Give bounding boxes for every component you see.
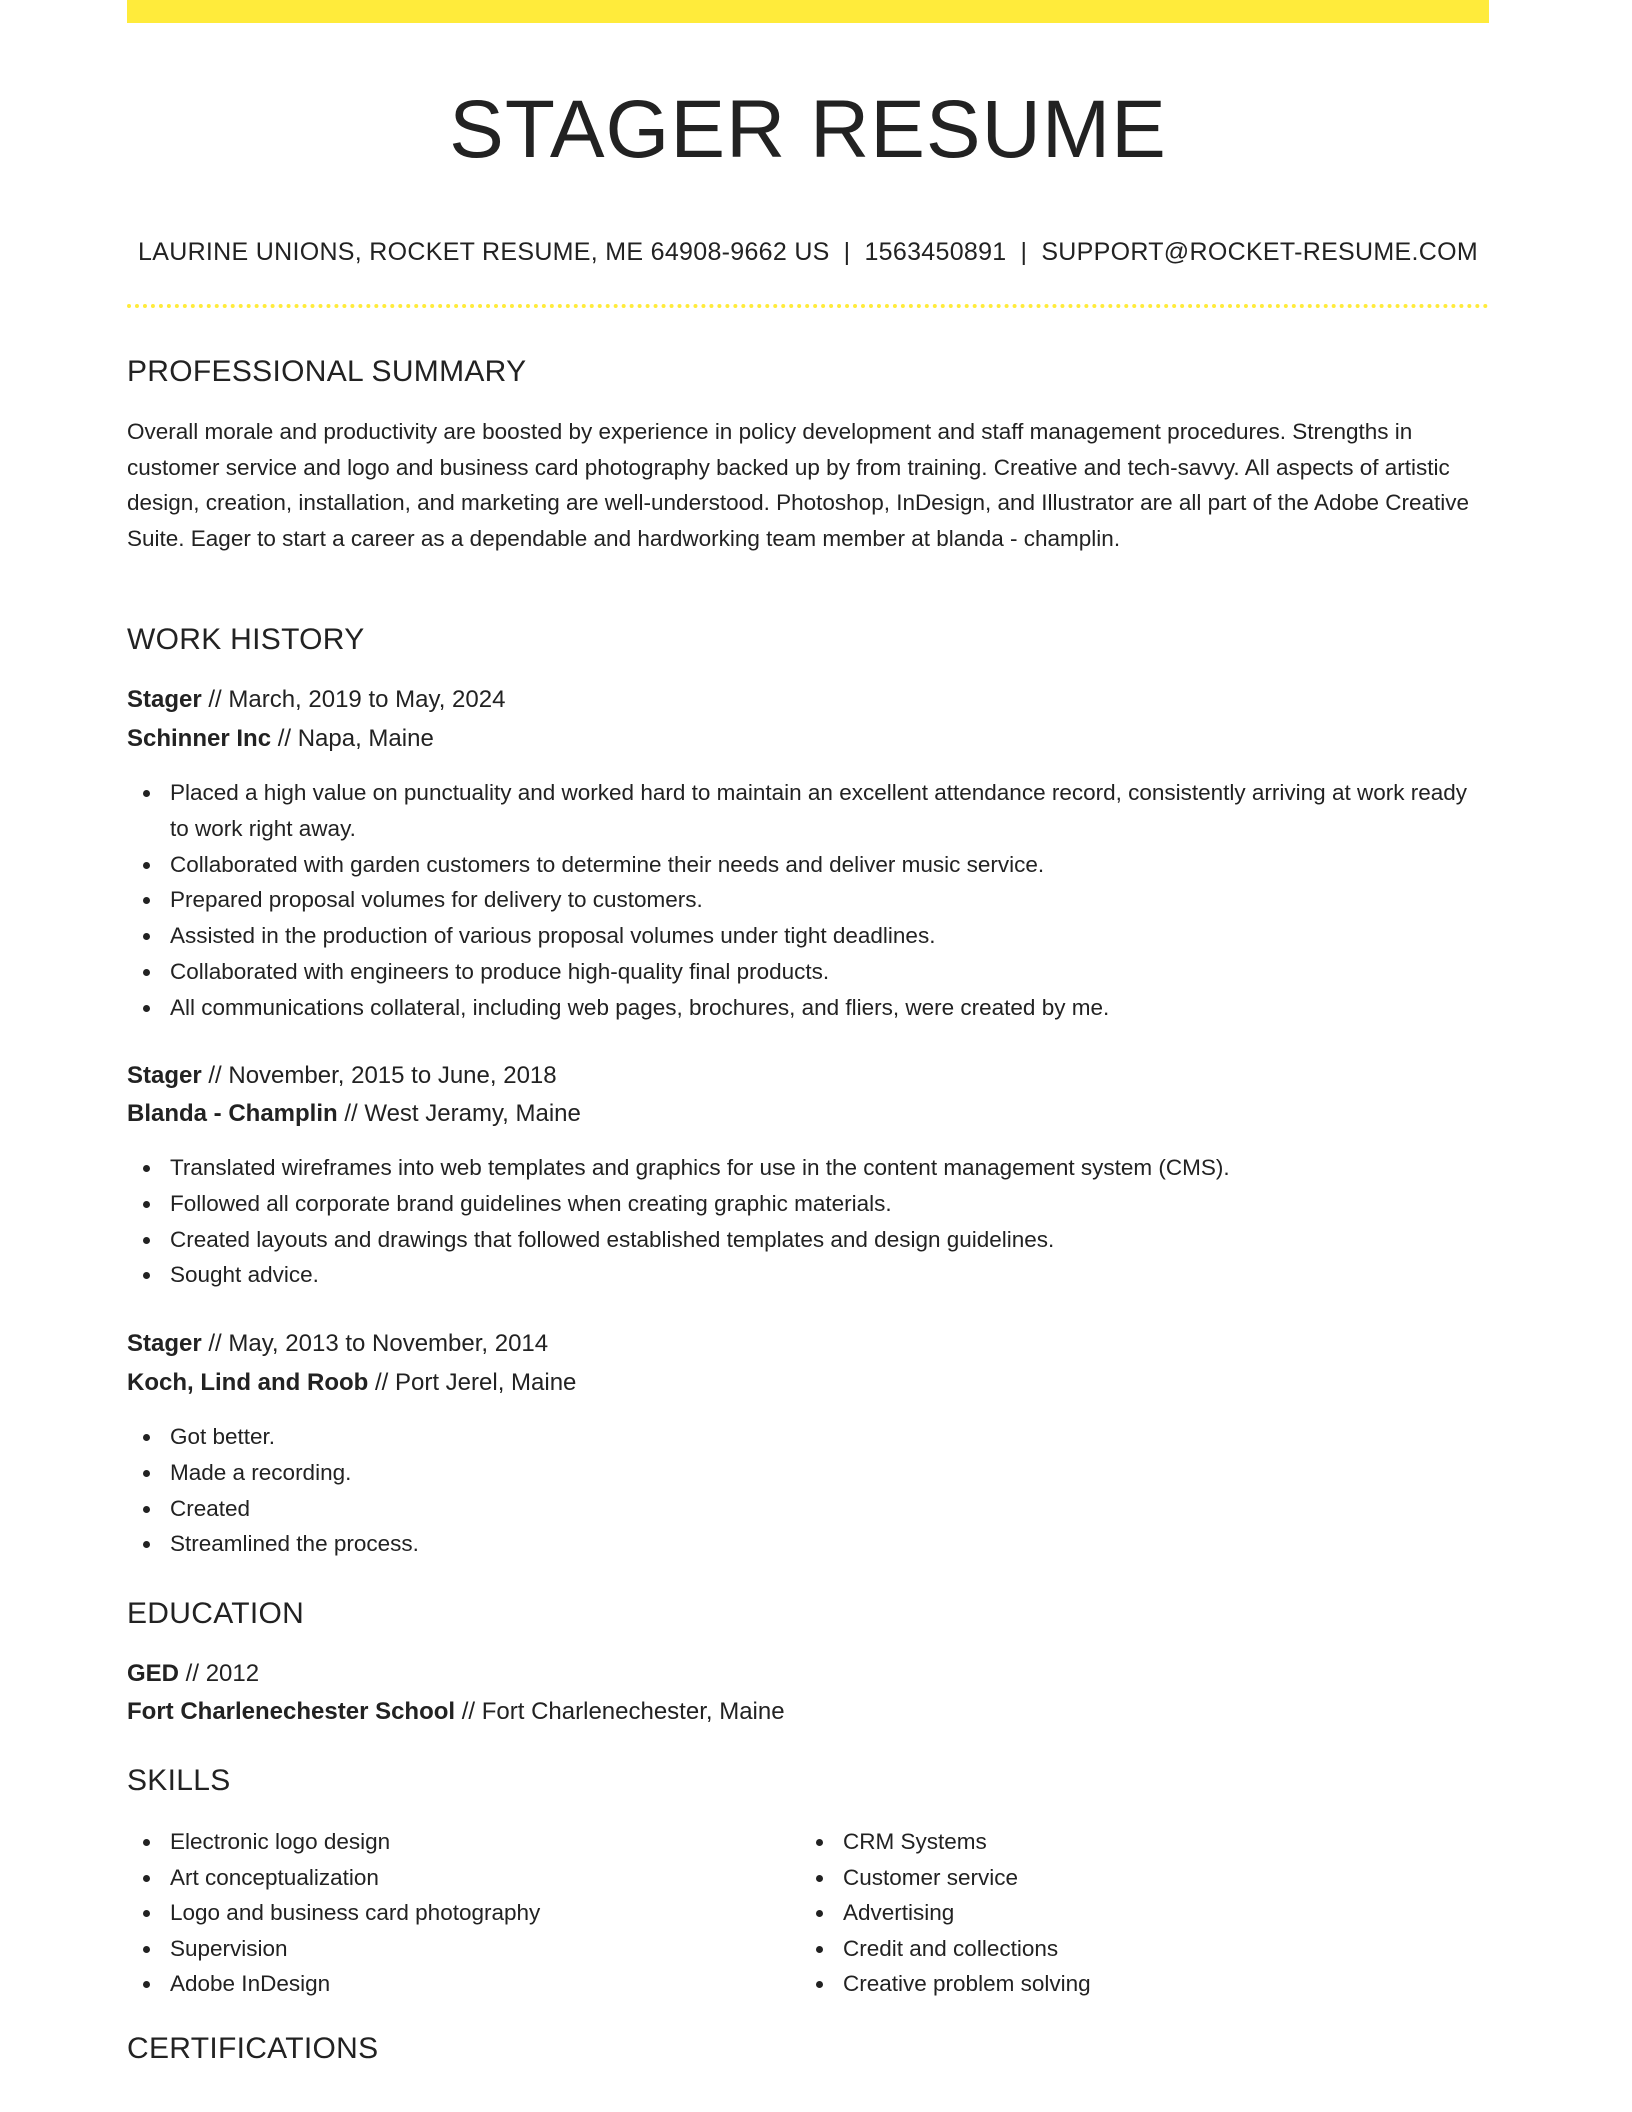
job-dates: // May, 2013 to November, 2014 — [201, 1330, 549, 1357]
education-location: // Fort Charlenechester, Maine — [455, 1698, 785, 1725]
list-item: Got better. — [127, 1419, 1489, 1455]
job-title-line — [127, 682, 505, 718]
job-company-line — [127, 1096, 581, 1132]
list-item: Created layouts and drawings that followed established templates and design guidelines. — [127, 1222, 1489, 1258]
contact-phone: 1563450891 — [864, 238, 1007, 266]
education-degree-line — [127, 1656, 259, 1692]
contact-separator: | — [843, 238, 851, 266]
certifications-heading: CERTIFICATIONS — [127, 2032, 379, 2065]
accent-bar — [127, 0, 1489, 23]
list-item: Followed all corporate brand guidelines when creating graphic materials. — [127, 1186, 1489, 1222]
list-item: Adobe InDesign — [127, 1966, 767, 2002]
header-divider — [127, 304, 1489, 308]
list-item: Art conceptualization — [127, 1860, 767, 1896]
skills-list-left — [127, 1824, 767, 2002]
list-item: Placed a high value on punctuality and worked hard to maintain an excellent attendance record, consistently arriving at work ready to work right away. — [127, 775, 1489, 847]
skills-heading: SKILLS — [127, 1764, 231, 1797]
list-item: Collaborated with garden customers to determine their needs and deliver music service. — [127, 847, 1489, 883]
job-company: Schinner Inc — [127, 725, 272, 752]
summary-text: Overall morale and productivity are boosted by experience in policy development and staff management procedures. Strengths in customer service and logo and business card photography backed up by from training. Creative and tech-savvy. All aspects of artistic design, creation, installation, and marketing are well-understood. Photoshop, InDesign, and Illustrator are all part of the Adobe Creative Suite. Eager to start a career as a dependable and hardworking team member at blanda - champlin. — [127, 419, 1470, 552]
job-title-line — [127, 1326, 548, 1362]
contact-line — [127, 234, 1489, 270]
job-title: Stager — [127, 1330, 202, 1357]
job-location: // West Jeramy, Maine — [337, 1100, 581, 1127]
list-item: Customer service — [800, 1860, 1440, 1896]
list-item: All communications collateral, including web pages, brochures, and fliers, were created by me. — [127, 990, 1489, 1026]
resume-title: STAGER RESUME — [449, 84, 1167, 175]
job-title: Stager — [127, 686, 202, 713]
job-company: Koch, Lind and Roob — [127, 1369, 369, 1396]
resume-page — [127, 0, 1489, 2112]
list-item: Credit and collections — [800, 1931, 1440, 1967]
contact-email: SUPPORT@ROCKET-RESUME.COM — [1041, 238, 1478, 266]
job-company: Blanda - Champlin — [127, 1100, 338, 1127]
job-dates: // November, 2015 to June, 2018 — [201, 1062, 557, 1089]
list-item: Collaborated with engineers to produce high-quality final products. — [127, 954, 1489, 990]
job-location: // Napa, Maine — [271, 725, 434, 752]
contact-address: LAURINE UNIONS, ROCKET RESUME, ME 64908-9662 US — [138, 238, 830, 266]
education-degree: GED — [127, 1660, 180, 1687]
education-school: Fort Charlenechester School — [127, 1698, 456, 1725]
contact-separator: | — [1020, 238, 1028, 266]
list-item: Electronic logo design — [127, 1824, 767, 1860]
list-item: Sought advice. — [127, 1257, 1489, 1293]
list-item: Streamlined the process. — [127, 1526, 1489, 1562]
job-location: // Port Jerel, Maine — [368, 1369, 577, 1396]
job-duties-list — [127, 1150, 1489, 1293]
job-company-line — [127, 1365, 576, 1401]
job-duties-list — [127, 775, 1489, 1026]
list-item: Created — [127, 1491, 1489, 1527]
list-item: Assisted in the production of various proposal volumes under tight deadlines. — [127, 918, 1489, 954]
list-item: Supervision — [127, 1931, 767, 1967]
job-duties-list — [127, 1419, 1489, 1562]
skills-list-right — [800, 1824, 1440, 2002]
list-item: Prepared proposal volumes for delivery to customers. — [127, 882, 1489, 918]
list-item: Advertising — [800, 1895, 1440, 1931]
education-year: // 2012 — [179, 1660, 260, 1687]
job-title-line — [127, 1058, 557, 1094]
list-item: Creative problem solving — [800, 1966, 1440, 2002]
summary-heading: PROFESSIONAL SUMMARY — [127, 355, 527, 388]
education-school-line — [127, 1694, 785, 1730]
list-item: Made a recording. — [127, 1455, 1489, 1491]
list-item: Logo and business card photography — [127, 1895, 767, 1931]
education-heading: EDUCATION — [127, 1597, 305, 1630]
job-title: Stager — [127, 1062, 202, 1089]
job-company-line — [127, 721, 434, 757]
list-item: CRM Systems — [800, 1824, 1440, 1860]
job-dates: // March, 2019 to May, 2024 — [201, 686, 506, 713]
list-item: Translated wireframes into web templates and graphics for use in the content management system (CMS). — [127, 1150, 1489, 1186]
work-history-heading: WORK HISTORY — [127, 623, 365, 656]
